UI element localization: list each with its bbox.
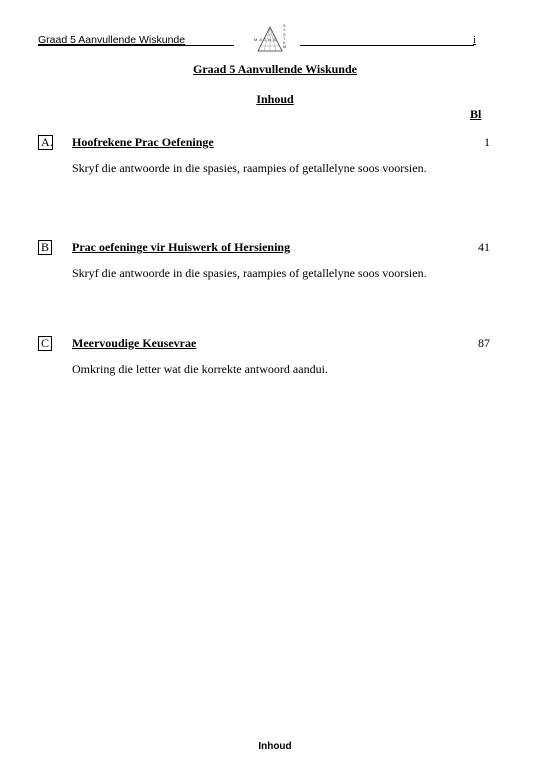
toc-entry-heading[interactable]: Prac oefeninge vir Huiswerk of Hersiening — [72, 240, 291, 254]
toc-entry-page: 87 — [478, 336, 490, 350]
header-rule-right — [300, 45, 474, 46]
header-page-number: i — [472, 34, 476, 46]
toc-entry-heading[interactable]: Meervoudige Keusevrae — [72, 336, 197, 350]
maths-system-logo-icon — [234, 24, 304, 54]
toc-entry-dot: . — [50, 336, 53, 350]
toc-entry-page: 41 — [478, 240, 490, 254]
toc-entry — [38, 240, 490, 290]
page-header — [38, 23, 478, 58]
toc-entry-description: Omkring die letter wat die korrekte antwoord aandui. — [72, 362, 328, 376]
header-rule-left — [38, 45, 234, 46]
toc-entry-page: 1 — [484, 135, 490, 149]
toc-entry — [38, 135, 490, 185]
toc-title: Inhoud — [256, 92, 294, 106]
toc-entry-heading[interactable]: Hoofrekene Prac Oefeninge — [72, 135, 214, 149]
toc-entry-dot: . — [50, 135, 53, 149]
logo-word-system: S Y S T E M — [283, 23, 287, 50]
document-title: Graad 5 Aanvullende Wiskunde — [193, 62, 357, 76]
toc-entry-description: Skryf die antwoorde in die spasies, raampies of getallelyne soos voorsien. — [72, 161, 427, 175]
toc-entry-description: Skryf die antwoorde in die spasies, raampies of getallelyne soos voorsien. — [72, 266, 427, 280]
toc-entry-letter: A — [38, 135, 53, 150]
toc-entry — [38, 336, 490, 386]
toc-entry-letter: C — [38, 336, 52, 351]
toc-page-column-header: Bl — [470, 107, 482, 121]
page-footer: Inhoud — [258, 741, 292, 752]
toc-entry-dot: . — [50, 240, 53, 254]
header-title: Graad 5 Aanvullende Wiskunde — [38, 34, 186, 46]
toc-entry-letter: B — [38, 240, 52, 255]
logo-word-maths: M A T H S — [254, 37, 277, 42]
